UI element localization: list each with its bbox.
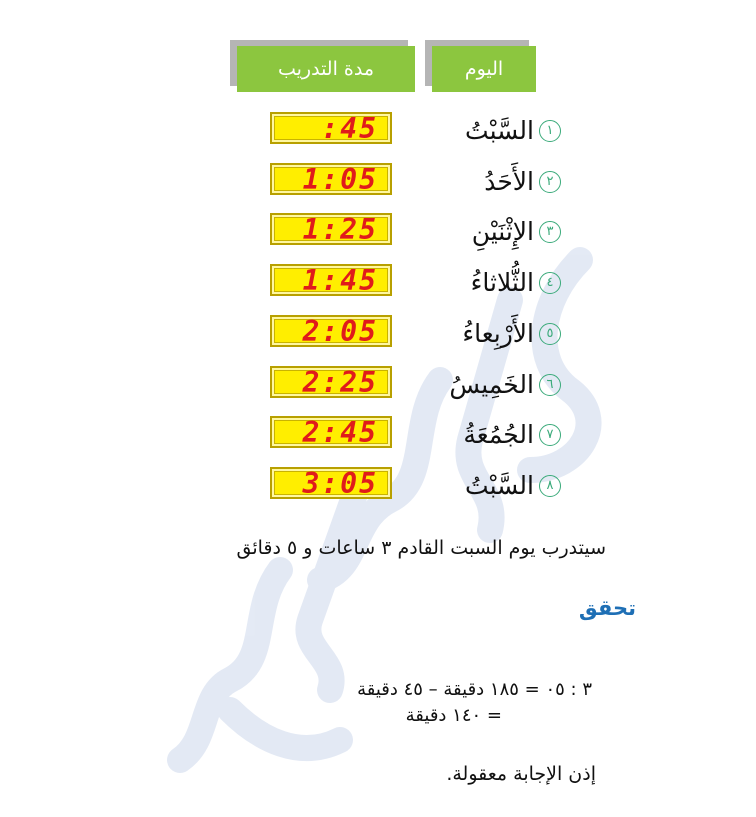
calculation-line: ٣ : ٠٥ = ١٨٥ دقيقة – ٤٥ دقيقة [357, 679, 592, 700]
digital-clock: 1:05 [270, 163, 392, 195]
answer-text: إذن الإجابة معقولة. [446, 763, 596, 785]
day-name: الأَحَدُ [484, 167, 534, 196]
row-number: ٥ [539, 323, 561, 345]
check-heading: تحقق [578, 596, 636, 620]
row-number: ٢ [539, 171, 561, 193]
row-number: ٧ [539, 424, 561, 446]
table-row [0, 112, 756, 152]
table-row [0, 163, 756, 203]
table-row [0, 366, 756, 406]
digital-clock: 2:05 [270, 315, 392, 347]
conclusion-text: سيتدرب يوم السبت القادم ٣ ساعات و ٥ دقائق [236, 537, 606, 559]
day-name: الثُّلاثاءُ [470, 268, 534, 297]
digital-clock: 1:25 [270, 213, 392, 245]
table-row [0, 315, 756, 355]
row-number: ٤ [539, 272, 561, 294]
day-name: الجُمُعَةُ [463, 420, 534, 449]
day-name: الخَمِيسُ [449, 370, 534, 399]
table-row [0, 416, 756, 456]
day-name: الإِثْنَيْنِ [471, 217, 534, 246]
digital-clock: 3:05 [270, 467, 392, 499]
row-number: ٦ [539, 374, 561, 396]
digital-clock: 1:45 [270, 264, 392, 296]
table-row [0, 213, 756, 253]
calculation-result: = ١٤٠ دقيقة [405, 705, 502, 726]
row-number: ١ [539, 120, 561, 142]
row-number: ٨ [539, 475, 561, 497]
digital-clock: 2:25 [270, 366, 392, 398]
digital-clock: 2:45 [270, 416, 392, 448]
header-duration: مدة التدريب [237, 46, 415, 92]
day-name: السَّبْتُ [465, 116, 534, 145]
row-number: ٣ [539, 221, 561, 243]
day-name: السَّبْتُ [465, 471, 534, 500]
header-day: اليوم [432, 46, 536, 92]
table-row [0, 467, 756, 507]
day-name: الأَرْبِعاءُ [462, 319, 534, 348]
digital-clock: :45 [270, 112, 392, 144]
table-row [0, 264, 756, 304]
